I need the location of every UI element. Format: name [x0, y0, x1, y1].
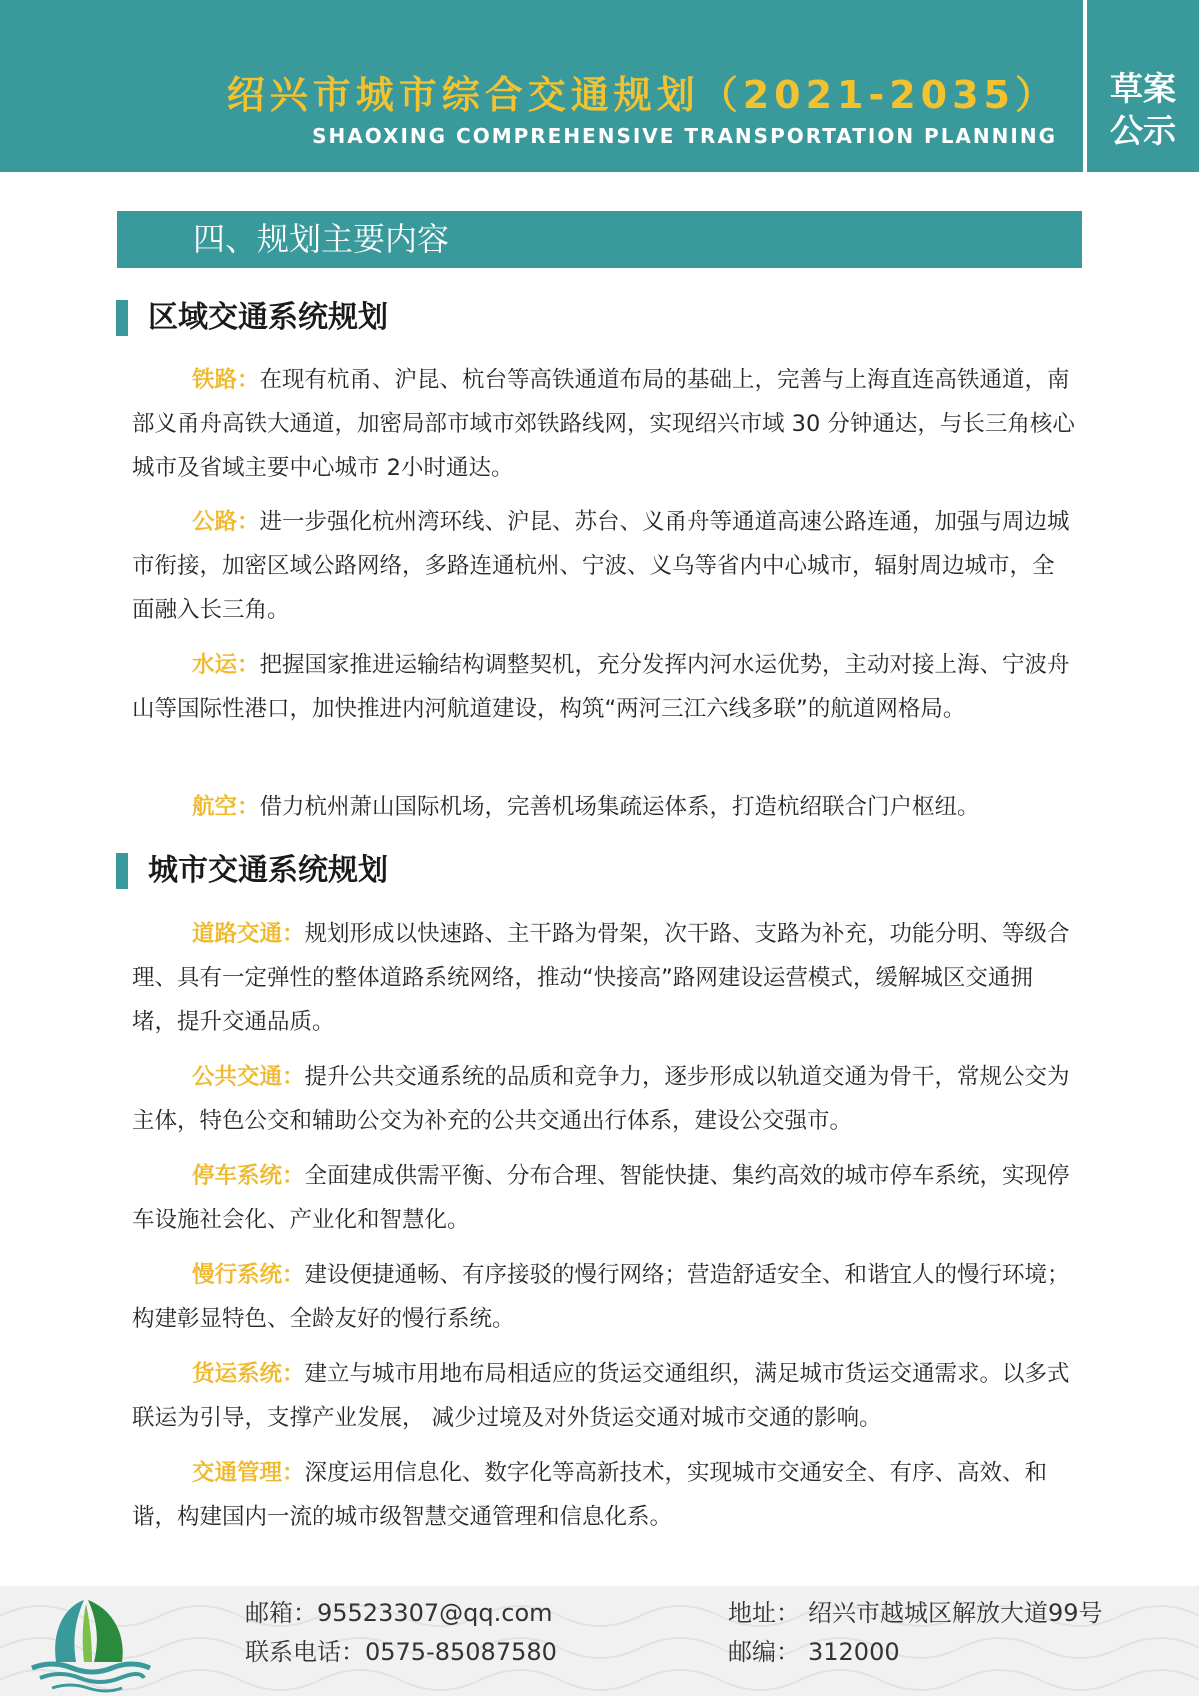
regional-heading-text: 区域交通系统规划 — [148, 300, 388, 335]
footer-postcode-label: 邮编： — [728, 1638, 800, 1666]
footer-postcode: 312000 — [808, 1638, 900, 1666]
term-railway: 铁路： — [192, 367, 260, 393]
text-public-transit: 提升公共交通系统的品质和竞争力，逐步形成以轨道交通为骨干，常规公交为主体，特色公交和辅助公交为补充的公共交通出行体系，建设公交强市。 — [132, 1064, 1070, 1134]
header-divider — [1083, 0, 1087, 172]
header-title: 绍兴市城市综合交通规划（2021-2035） — [226, 73, 1058, 117]
page-header — [0, 0, 1199, 172]
badge-line-2: 公示 — [1110, 111, 1176, 150]
text-waterway: 把握国家推进运输结构调整契机，充分发挥内河水运优势，主动对接上海、宁波舟山等国际性港口，加快推进内河航道建设，构筑“两河三江六线多联”的航道网格局。 — [132, 652, 1070, 722]
paragraph-road-traffic — [132, 912, 1076, 1044]
text-aviation: 借力杭州萧山国际机场，完善机场集疏运体系，打造杭绍联合门户枢纽。 — [259, 794, 980, 820]
term-public-transit: 公共交通： — [192, 1064, 305, 1090]
term-freight: 货运系统： — [192, 1361, 305, 1387]
paragraph-highway — [132, 500, 1076, 632]
term-traffic-management: 交通管理： — [192, 1460, 305, 1486]
paragraph-freight — [132, 1352, 1076, 1440]
term-slow-traffic: 慢行系统： — [192, 1262, 305, 1288]
term-road-traffic: 道路交通： — [192, 921, 305, 947]
heading-bar — [116, 300, 128, 336]
text-slow-traffic: 建设便捷通畅、有序接驳的慢行网络；营造舒适安全、和谐宜人的慢行环境；构建彰显特色、全龄友好的慢行系统。 — [132, 1262, 1070, 1332]
text-freight: 建立与城市用地布局相适应的货运交通组织，满足城市货运交通需求。以多式联运为引导，支撑产业发展， 减少过境及对外货运交通对城市交通的影响。 — [132, 1361, 1070, 1431]
term-aviation: 航空： — [192, 794, 260, 820]
logo-icon — [22, 1594, 152, 1694]
footer-phone: 联系电话：0575-85087580 — [245, 1638, 557, 1666]
paragraph-parking — [132, 1154, 1076, 1242]
footer-email: 邮箱：95523307@qq.com — [245, 1599, 553, 1627]
urban-heading-text: 城市交通系统规划 — [148, 853, 388, 888]
paragraph-aviation — [132, 785, 1076, 829]
paragraph-slow-traffic — [132, 1253, 1076, 1341]
footer-address-label: 地址： — [728, 1599, 800, 1627]
paragraph-railway — [132, 358, 1076, 490]
paragraph-waterway — [132, 643, 1076, 731]
text-highway: 进一步强化杭州湾环线、沪昆、苏台、义甬舟等通道高速公路连通，加强与周边城市衔接，加密区域公路网络，多路连通杭州、宁波、义乌等省内中心城市，辐射周边城市，全面融入长三角。 — [132, 509, 1070, 623]
paragraph-public-transit — [132, 1055, 1076, 1143]
text-traffic-management: 深度运用信息化、数字化等高新技术，实现城市交通安全、有序、高效、和谐，构建国内一流的城市级智慧交通管理和信息化系。 — [132, 1460, 1048, 1530]
term-parking: 停车系统： — [192, 1163, 305, 1189]
section-title: 四、规划主要内容 — [193, 220, 450, 258]
text-parking: 全面建成供需平衡、分布合理、智能快捷、集约高效的城市停车系统，实现停车设施社会化、产业化和智慧化。 — [132, 1163, 1070, 1233]
section-banner — [117, 211, 1082, 268]
page-footer — [0, 1586, 1199, 1696]
badge-line-1: 草案 — [1110, 69, 1176, 108]
paragraph-traffic-management — [132, 1451, 1076, 1539]
term-waterway: 水运： — [192, 652, 260, 678]
header-subtitle: SHAOXING COMPREHENSIVE TRANSPORTATION PLANNING — [312, 124, 1057, 148]
draft-badge — [1097, 68, 1189, 152]
text-road-traffic: 规划形成以快速路、主干路为骨架，次干路、支路为补充，功能分明、等级合理、具有一定弹性的整体道路系统网络，推动“快接高”路网建设运营模式，缓解城区交通拥堵，提升交通品质。 — [132, 921, 1070, 1035]
heading-bar — [116, 853, 128, 889]
term-highway: 公路： — [192, 509, 260, 535]
footer-address: 绍兴市越城区解放大道99号 — [808, 1599, 1103, 1627]
text-railway: 在现有杭甬、沪昆、杭台等高铁通道布局的基础上，完善与上海直连高铁通道，南部义甬舟高铁大通道，加密局部市域市郊铁路线网，实现绍兴市域 30 分钟通达，与长三角核心城市及省域主要中心城市 2小时通达。 — [132, 367, 1075, 481]
